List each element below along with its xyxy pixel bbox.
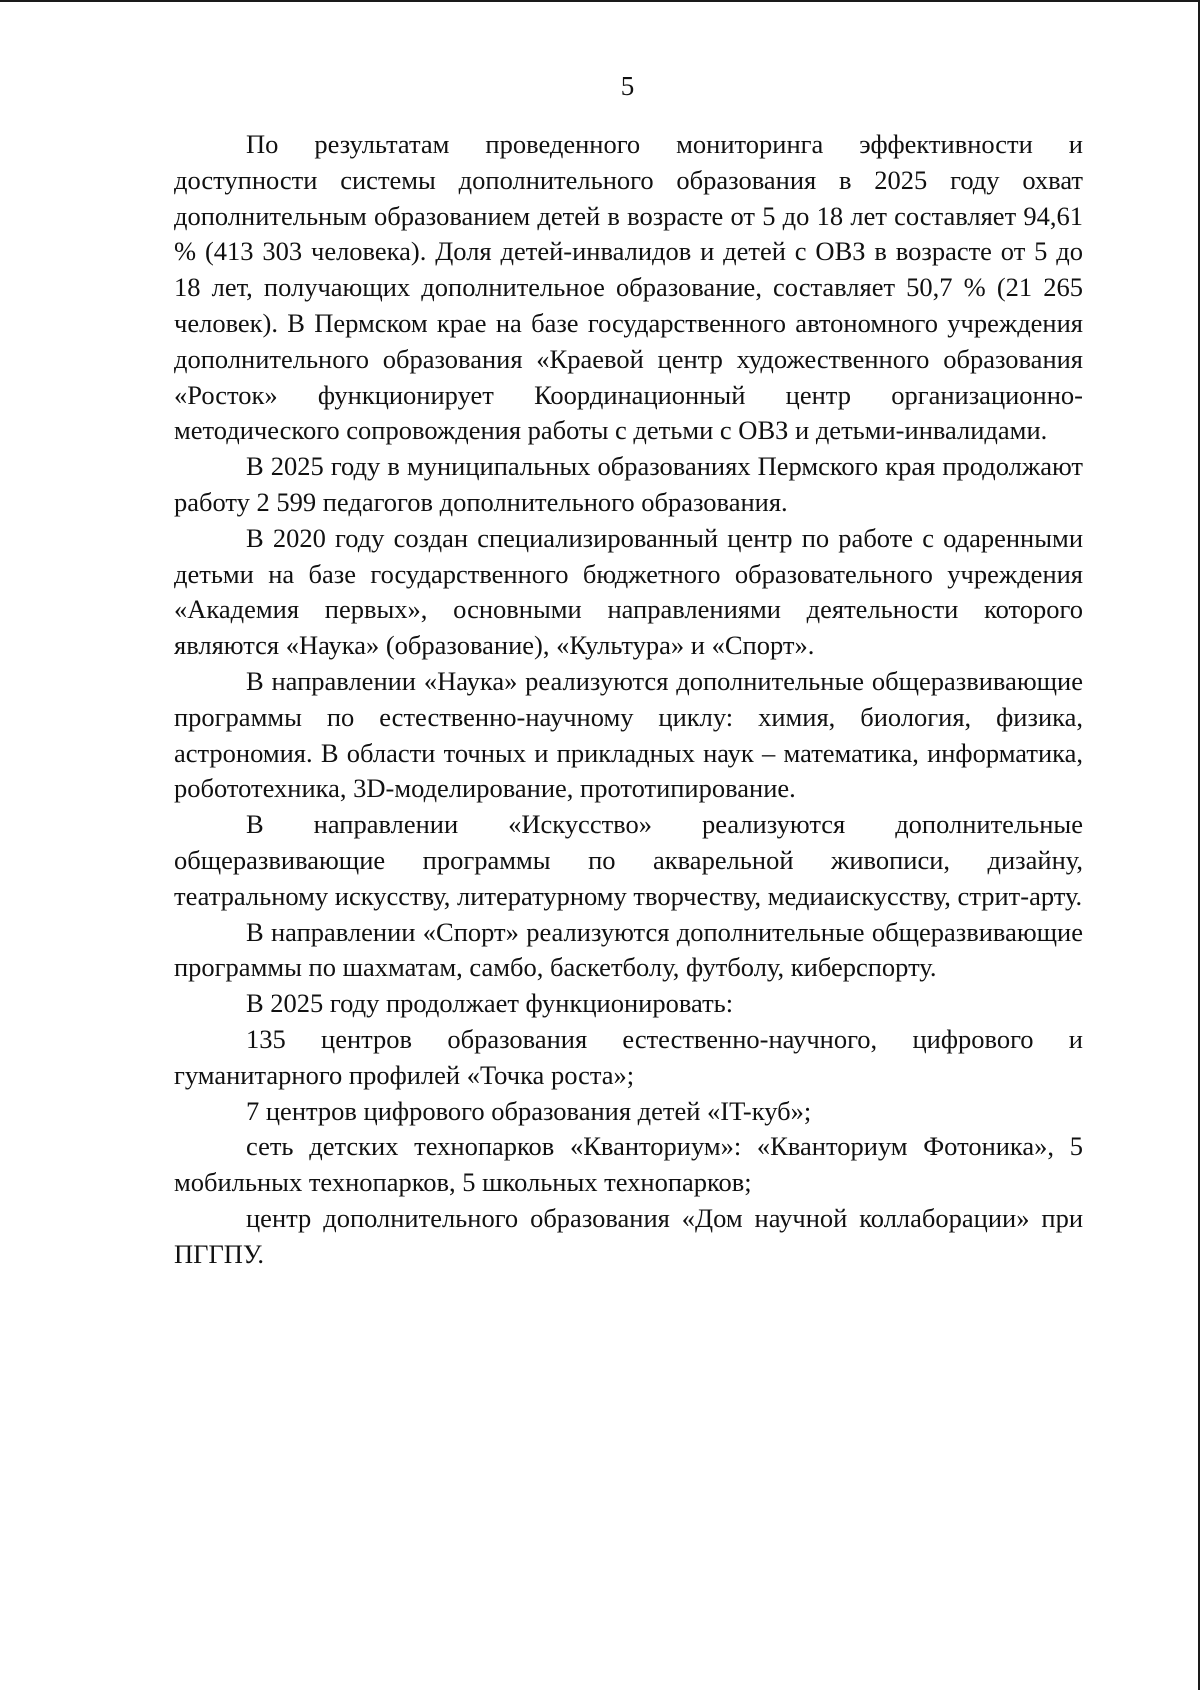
paragraph-continues: В 2025 году продолжает функционировать: [246,988,734,1019]
paragraph-teachers: В 2025 году в муниципальных образованиях Пермского края продолжают работу 2 599 педагогов дополнительного образования. [174,451,1083,517]
paragraph-sport: В направлении «Спорт» реализуются дополнительные общеразвивающие программы по шахматам, самбо, баскетболу, футболу, киберспорту. [174,916,1083,983]
paragraph-gifted-center: В 2020 году создан специализированный центр по работе с одаренными детьми на базе государственного бюджетного образовательного учреждения «Академия первых», основными направлениями деятельности которого являются «Наука» (образование), «Культура» и «Спорт». [174,522,1083,661]
paragraph-art: В направлении «Искусство» реализуются дополнительные общеразвивающие программы по акварельной живописи, дизайну, театральному искусству, литературному творчеству, медиаискусству, стрит-арту. [174,809,1083,911]
paragraph-science: В направлении «Наука» реализуются дополнительные общеразвивающие программы по естественно-научному циклу: химия, биология, физика, астрономия. В области точных и прикладных наук – математика, информатика, робототехника, 3D-моделирование, прототипирование. [174,665,1083,804]
document-body [174,127,1083,1273]
list-item-it-cube: 7 центров цифрового образования детей «IT-куб»; [246,1095,812,1126]
list-item-kvantorium: сеть детских технопарков «Кванториум»: «Кванториум Фотоника», 5 мобильных технопарков, 5 школьных технопарков; [174,1131,1083,1198]
paragraph-monitoring: По результатам проведенного мониторинга эффективности и доступности системы дополнительного образования в 2025 году охват дополнительным образованием детей в возрасте от 5 до 18 лет составляет 94,61 % (413 303 человека). Доля детей-инвалидов и детей с ОВЗ в возрасте от 5 до 18 лет, получающих дополнительное образование, составляет 50,7 % (21 265 человек). В Пермском крае на базе государственного автономного учреждения дополнительного образования «Краевой центр художественного образования «Росток» функционирует Координационный центр организационно-методического сопровождения работы с детьми с ОВЗ и детьми-инвалидами. [174,129,1083,446]
list-item-tochka-rosta: 135 центров образования естественно-научного, цифрового и гуманитарного профилей «Точка роста»; [174,1023,1083,1090]
page-number: 5 [620,71,635,101]
list-item-science-house: центр дополнительного образования «Дом научной коллаборации» при ПГГПУ. [174,1202,1083,1269]
